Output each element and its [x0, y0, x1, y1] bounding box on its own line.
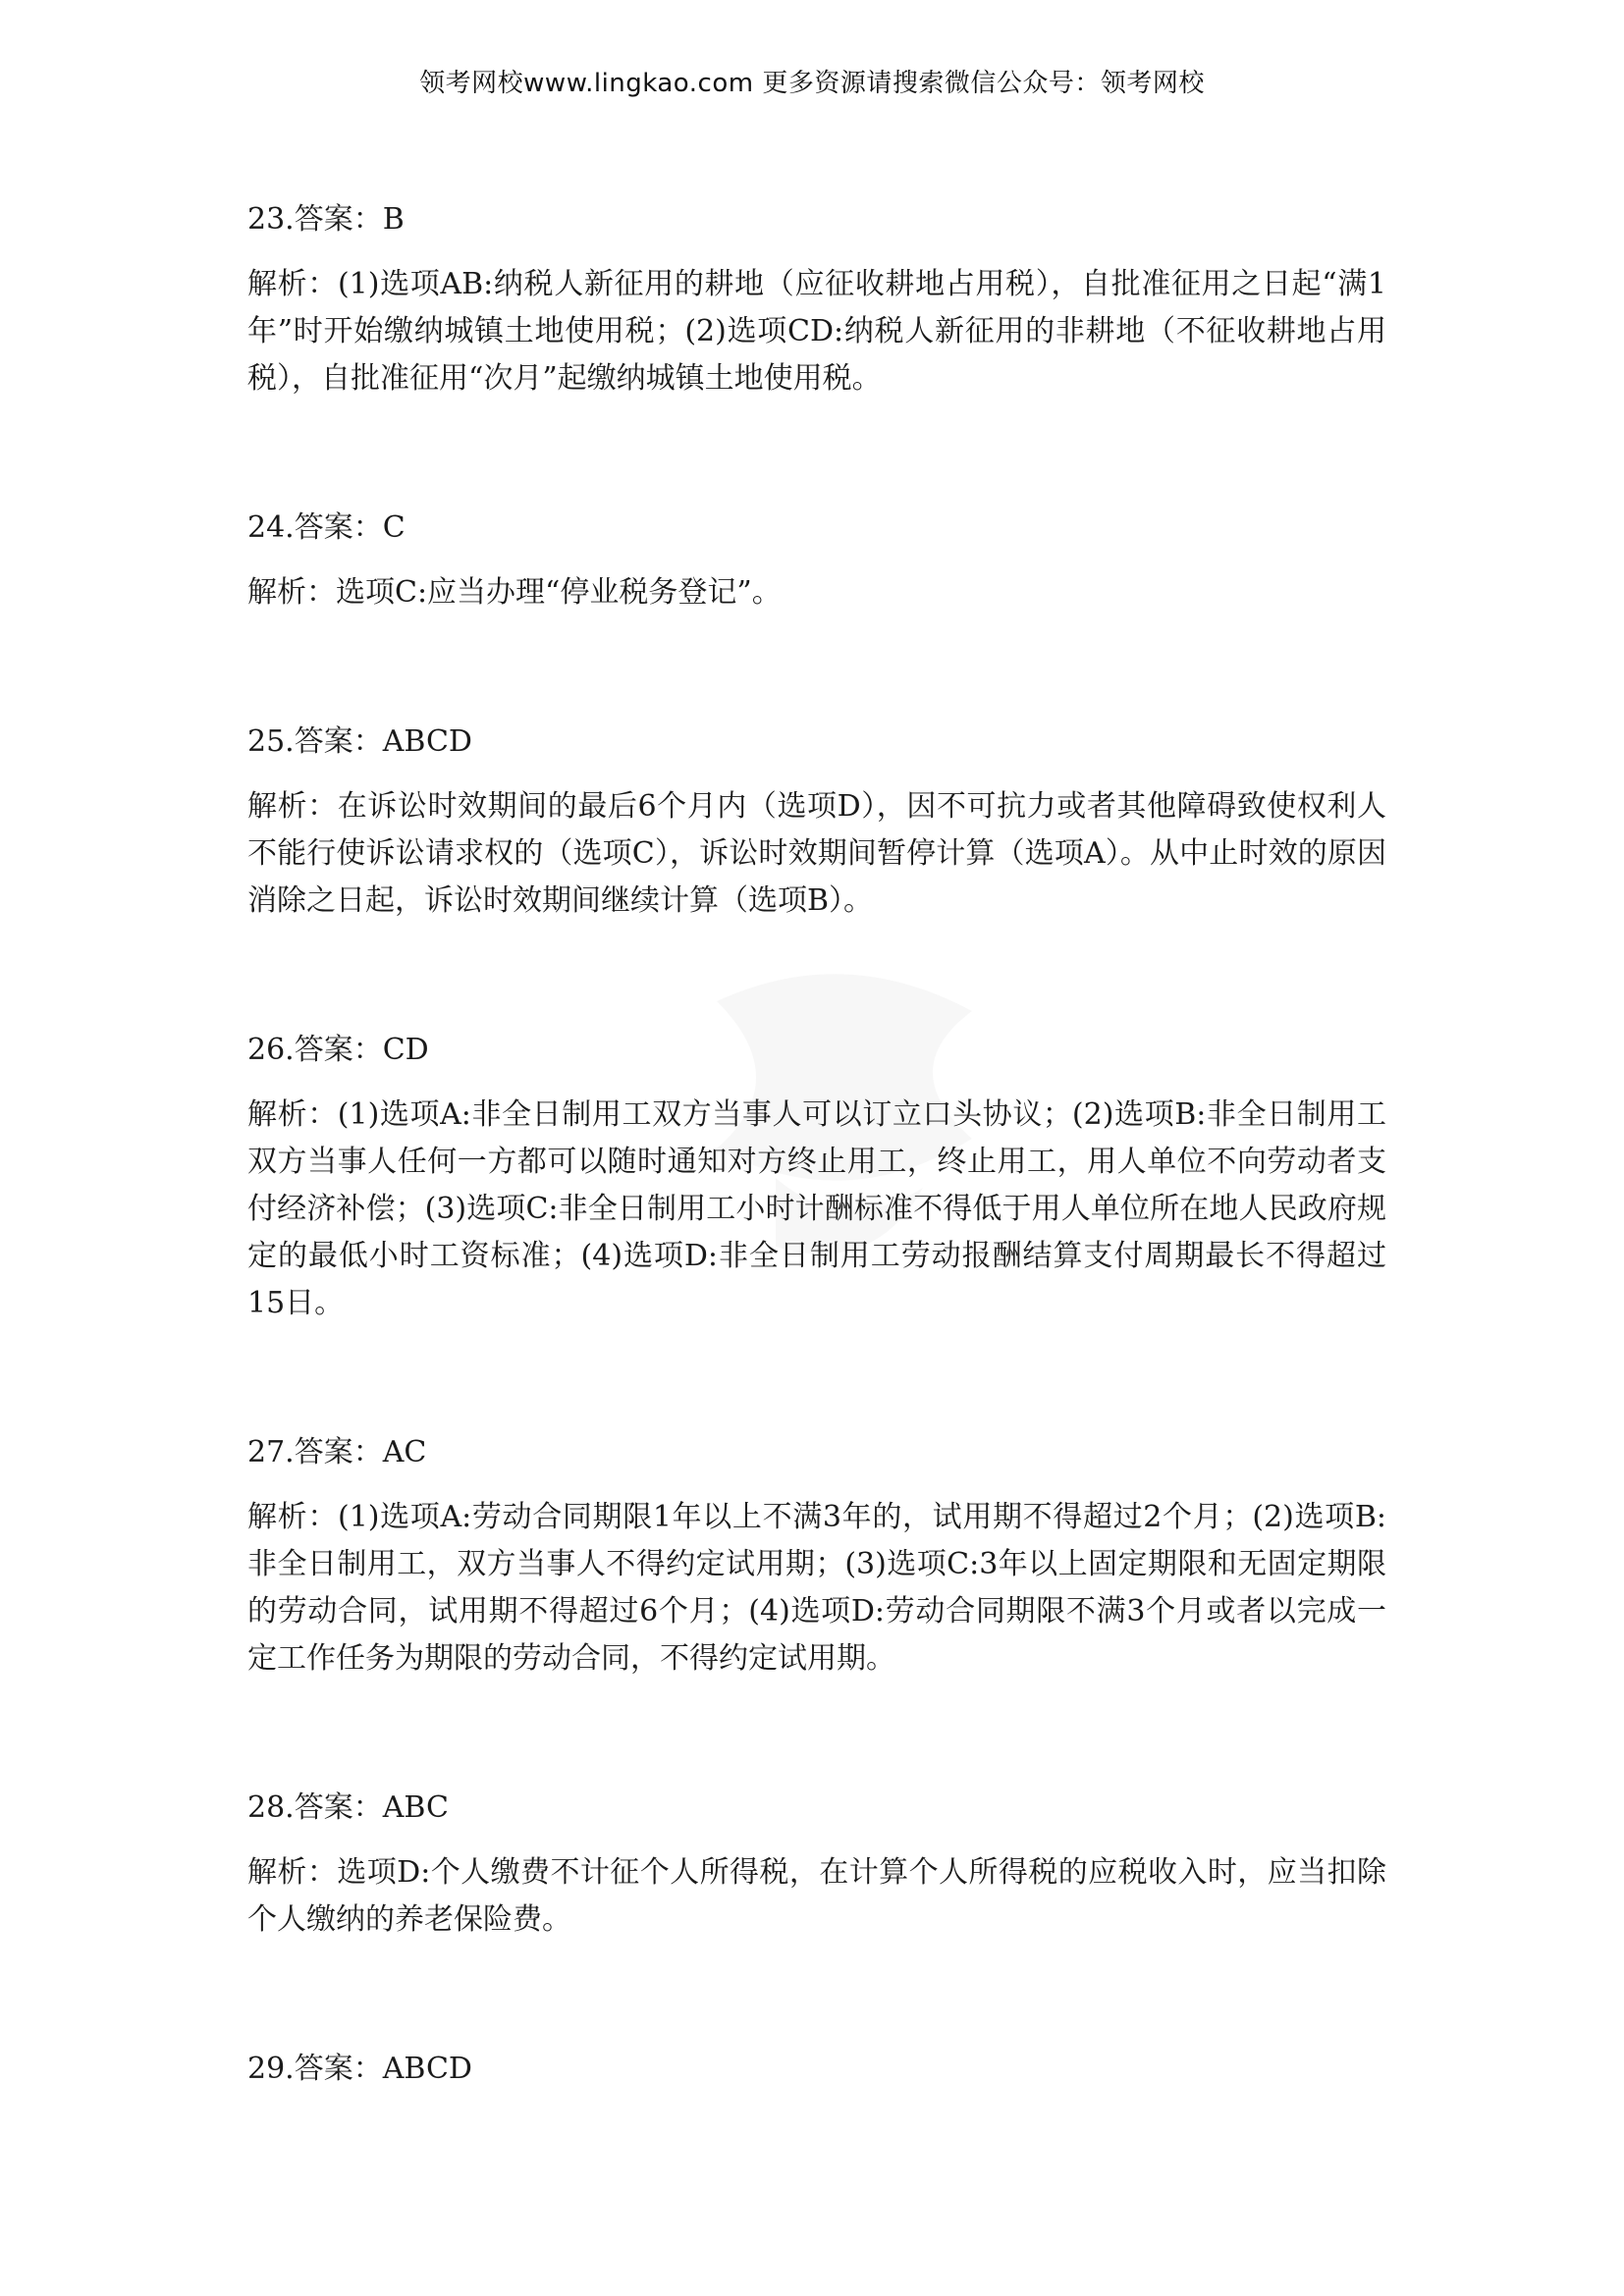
analysis-text: 解析：(1)选项A:非全日制用工双方当事人可以订立口头协议；(2)选项B:非全日制用工双方当事人任何一方都可以随时通知对方终止用工，终止用工，用人单位不向劳动者支付经济补偿；(3)选项C:非全日制用工小时计酬标准不得低于用人单位所在地人民政府规定的最低小时工资标准；(4)选项D:非全日制用工劳动报酬结算支付周期最长不得超过15日。 [247, 1097, 1386, 1320]
analysis-text: 解析：在诉讼时效期间的最后6个月内（选项D），因不可抗力或者其他障碍致使权利人不能行使诉讼请求权的（选项C），诉讼时效期间暂停计算（选项A）。从中止时效的原因消除之日起，诉讼时效期间继续计算（选项B）。 [247, 789, 1386, 918]
answer-content [247, 196, 1386, 2110]
analysis-text: 解析：选项C:应当办理“停业税务登记”。 [247, 575, 782, 610]
answer-line: 24.答案：C [247, 510, 406, 545]
answer-item-28 [247, 1785, 1386, 1944]
answer-line: 28.答案：ABC [247, 1790, 449, 1825]
answer-item-29 [247, 2046, 1386, 2093]
answer-item-23 [247, 196, 1386, 402]
answer-item-24 [247, 505, 1386, 616]
answer-item-27 [247, 1429, 1386, 1682]
answer-line: 27.答案：AC [247, 1435, 427, 1469]
analysis-text: 解析：选项D:个人缴费不计征个人所得税，在计算个人所得税的应税收入时，应当扣除个人缴纳的养老保险费。 [247, 1855, 1386, 1937]
answer-item-25 [247, 719, 1386, 925]
answer-line: 23.答案：B [247, 202, 405, 237]
answer-line: 25.答案：ABCD [247, 724, 472, 759]
analysis-text: 解析：(1)选项AB:纳税人新征用的耕地（应征收耕地占用税），自批准征用之日起“满1年”时开始缴纳城镇土地使用税；(2)选项CD:纳税人新征用的非耕地（不征收耕地占用税），自批准征用“次月”起缴纳城镇土地使用税。 [247, 267, 1386, 396]
answer-item-26 [247, 1027, 1386, 1327]
analysis-text: 解析：(1)选项A:劳动合同期限1年以上不满3年的，试用期不得超过2个月；(2)选项B:非全日制用工，双方当事人不得约定试用期；(3)选项C:3年以上固定期限和无固定期限的劳动合同，试用期不得超过6个月；(4)选项D:劳动合同期限不满3个月或者以完成一定工作任务为期限的劳动合同，不得约定试用期。 [247, 1500, 1386, 1676]
page-header-watermark-text: 领考网校www.lingkao.com 更多资源请搜索微信公众号：领考网校 [419, 69, 1205, 98]
answer-line: 29.答案：ABCD [247, 2052, 472, 2086]
answer-line: 26.答案：CD [247, 1033, 429, 1067]
